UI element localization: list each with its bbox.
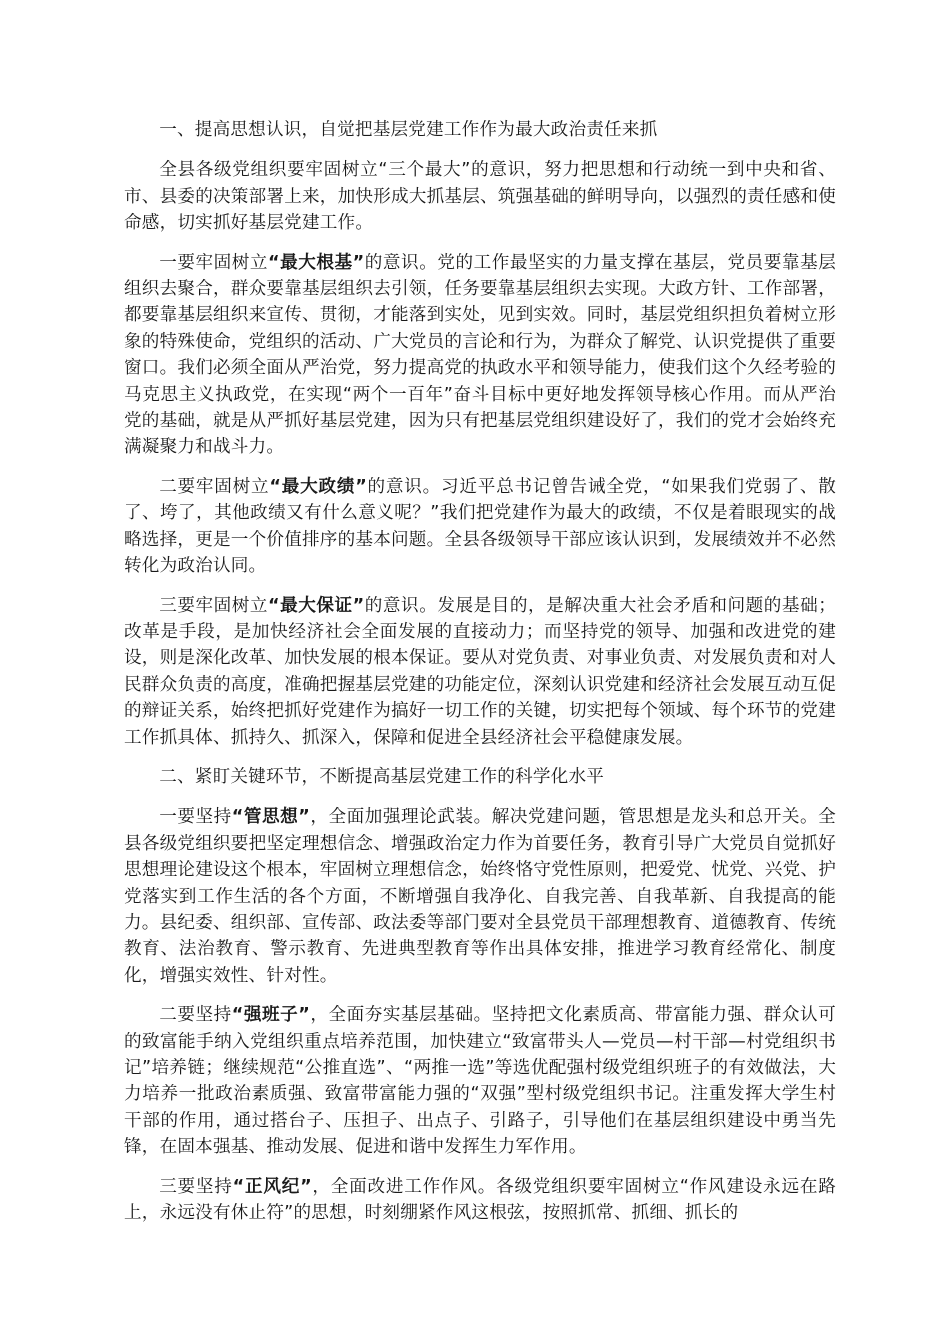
paragraph-point-2-3 [124,1174,836,1227]
point-lead-pre: 三要牢固树立 [159,595,269,616]
point-lead-pre: 一要坚持 [159,807,232,828]
paragraph-intro: 全县各级党组织要牢固树立“三个最大”的意识，努力把思想和行动统一到中央和省、市、县委的决策部署上来，加快形成大抓基层、筑强基础的鲜明导向，以强烈的责任感和使命感，切实抓好基层党建工作。 [124,160,836,234]
point-lead-pre: 二要坚持 [159,1005,232,1026]
point-body: 党的工作最坚实的力量支撑在基层，党员要靠基层组织去聚合，群众要靠基层组织去引领，任务要靠基层组织去实现。大政方针、工作部署，都要靠基层组织来宣传、贯彻，才能落到实处，见到实效。同时，基层党组织担负着树立形象的特殊使命，党组织的活动、广大党员的言论和行为，为群众了解党、认识党提供了重要窗口。我们必须全面从严治党，努力提高党的执政水平和领导能力，使我们这个久经考验的马克思主义执政党，在实现“两个一百年”奋斗目标中更好地发挥领导核心作用。而从严治党的基础，就是从严抓好基层党建，因为只有把基层党组织建设好了，我们的党才会始终充满凝聚力和战斗力。 [124,252,836,458]
paragraph-point-1-3 [124,593,836,751]
paragraph-point-1-2 [124,474,836,580]
point-lead-post: ，全面加强理论武装。 [310,807,492,828]
point-lead-post: 的意识。 [366,476,441,497]
point-lead-bold: “强班子” [231,1005,311,1026]
paragraph-point-2-1 [124,804,836,989]
point-lead-post: ，全面改进工作作风。 [311,1176,497,1197]
point-lead-bold: “管思想” [231,807,311,828]
point-body: 习近平总书记曾告诫全党，“如果我们党弱了、散了、垮了，其他政绩又有什么意义呢？”我们把党建作为最大的政绩，不仅是着眼现实的战略选择，更是一个价值排序的基本问题。全县各级领导干部应该认识到，发展绩效并不必然转化为政治认同。 [124,476,836,577]
paragraph-point-1-1 [124,250,836,461]
point-lead-bold: “最大保证” [268,595,365,616]
section-heading-1: 一、提高思想认识，自觉把基层党建工作作为最大政治责任来抓 [159,120,658,140]
point-body: 解决党建问题，管思想是龙头和总开关。全县各级党组织要把坚定理想信念、增强政治定力作为首要任务，教育引导广大党员自觉抓好思想理论建设这个根本，牢固树立理想信念，始终恪守党性原则，把爱党、忧党、兴党、护党落实到工作生活的各个方面，不断增强自我净化、自我完善、自我革新、自我提高的能力。县纪委、组织部、宣传部、政法委等部门要对全县党员干部理想教育、道德教育、传统教育、法治教育、警示教育、先进典型教育等作出具体安排，推进学习教育经常化、制度化，增强实效性、针对性。 [124,807,836,986]
document-page [124,117,836,1239]
point-lead-bold: “最大根基” [268,252,365,273]
point-lead-bold: “最大政绩” [269,476,367,497]
point-lead-pre: 一要牢固树立 [159,252,269,273]
point-body: 各级党组织要牢固树立“作风建设永远在路上，永远没有休止符”的思想，时刻绷紧作风这根弦，按照抓常、抓细、抓长的 [124,1176,836,1224]
point-lead-post: 的意识。 [364,252,438,273]
section-heading-2: 二、紧盯关键环节，不断提高基层党建工作的科学化水平 [159,766,605,787]
point-lead-pre: 二要牢固树立 [159,476,270,497]
point-lead-post: ，全面夯实基层基础。 [310,1005,492,1026]
point-lead-pre: 三要坚持 [159,1176,233,1197]
point-lead-bold: “正风纪” [232,1176,312,1197]
point-body: 坚持把文化素质高、带富能力强、群众认可的致富能手纳入党组织重点培养范围，加快建立“致富带头人—党员—村干部—村党组织书记”培养链；继续规范“公推直选”、“两推一选”等选优配强村级党组织班子的有效做法，大力培养一批政治素质强、致富带富能力强的“双强”型村级党组织书记。注重发挥大学生村干部的作用，通过搭台子、压担子、出点子、引路子，引导他们在基层组织建设中勇当先锋，在固本强基、推动发展、促进和谐中发挥生力军作用。 [124,1005,836,1158]
point-lead-post: 的意识。 [364,595,438,616]
paragraph-point-2-2 [124,1002,836,1160]
point-body: 发展是目的，是解决重大社会矛盾和问题的基础；改革是手段，是加快经济社会全面发展的直接动力；而坚持党的领导、加强和改进党的建设，则是深化改革、加快发展的根本保证。要从对党负责、对事业负责、对发展负责和对人民群众负责的高度，准确把握基层党建的功能定位，深刻认识党建和经济社会发展互动互促的辩证关系，始终把抓好党建作为搞好一切工作的关键，切实把每个领域、每个环节的党建工作抓具体、抓持久、抓深入，保障和促进全县经济社会平稳健康发展。 [124,595,836,748]
